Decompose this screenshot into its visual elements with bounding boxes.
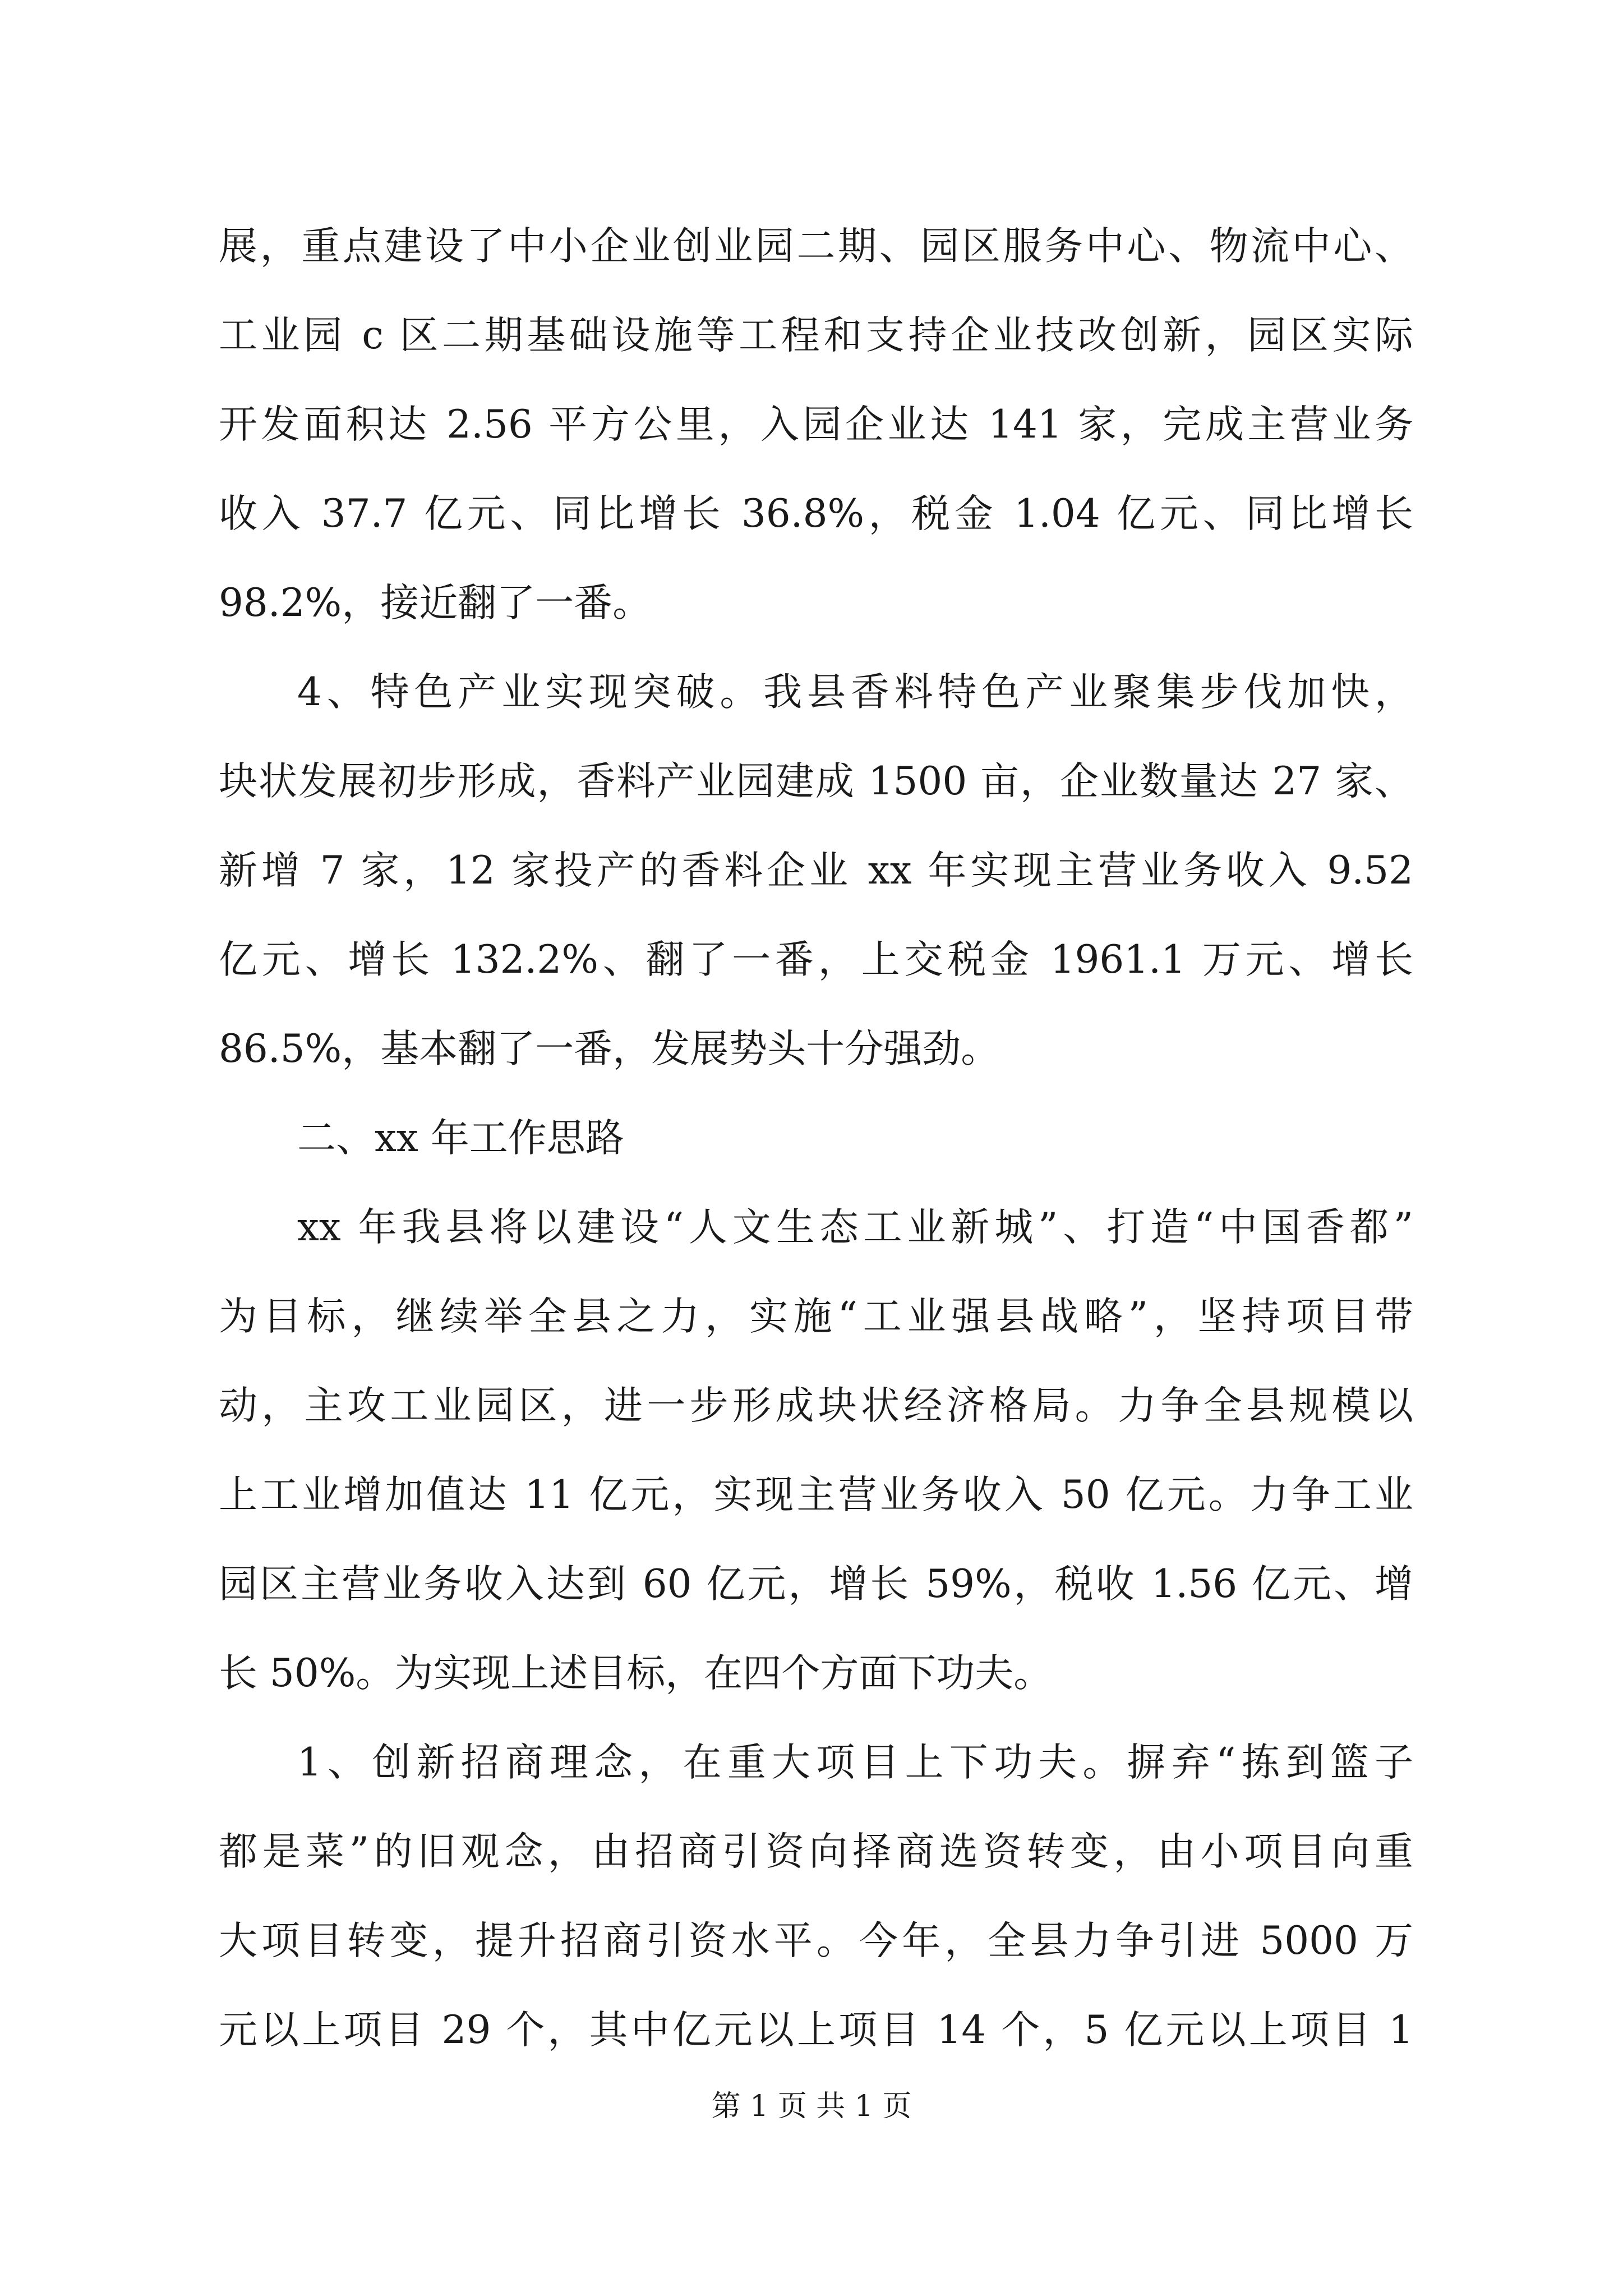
paragraph-line: 园区主营业务收入达到 60 亿元，增长 59%，税收 1.56 亿元、增: [219, 1562, 1413, 1607]
paragraph-line: 4、特色产业实现突破。我县香料特色产业聚集步伐加快，: [297, 670, 1413, 715]
document-body: [219, 202, 1413, 2075]
paragraph-line: 亿元、增长 132.2%、翻了一番，上交税金 1961.1 万元、增长: [219, 937, 1413, 982]
paragraph-line: 为目标，继续举全县之力，实施“工业强县战略”，坚持项目带: [219, 1294, 1413, 1339]
paragraph-line: xx 年我县将以建设“人文生态工业新城”、打造“中国香都”: [297, 1205, 1413, 1250]
paragraph-line: 开发面积达 2.56 平方公里，入园企业达 141 家，完成主营业务: [219, 402, 1413, 447]
paragraph-line: 块状发展初步形成，香料产业园建成 1500 亩，企业数量达 27 家、: [219, 759, 1413, 804]
paragraph-line: 收入 37.7 亿元、同比增长 36.8%，税金 1.04 亿元、同比增长: [219, 491, 1413, 536]
paragraph-line: 长 50%。为实现上述目标，在四个方面下功夫。: [219, 1651, 1053, 1696]
paragraph-line: 大项目转变，提升招商引资水平。今年，全县力争引进 5000 万: [219, 1918, 1413, 1963]
paragraph-line: 98.2%，接近翻了一番。: [219, 581, 652, 625]
page-number-footer: 第 1 页 共 1 页: [711, 2090, 912, 2123]
paragraph-line: 上工业增加值达 11 亿元，实现主营业务收入 50 亿元。力争工业: [219, 1473, 1413, 1517]
paragraph-line: 动，主攻工业园区，进一步形成块状经济格局。力争全县规模以: [219, 1383, 1413, 1428]
paragraph-line: 元以上项目 29 个，其中亿元以上项目 14 个，5 亿元以上项目 1: [219, 2008, 1413, 2053]
paragraph-line: 展，重点建设了中小企业创业园二期、园区服务中心、物流中心、: [219, 224, 1413, 269]
paragraph-line: 新增 7 家，12 家投产的香料企业 xx 年实现主营业务收入 9.52: [219, 848, 1413, 893]
paragraph-line: 86.5%，基本翻了一番，发展势头十分强劲。: [219, 1027, 1000, 1071]
paragraph-line: 工业园 c 区二期基础设施等工程和支持企业技改创新，园区实际: [219, 313, 1413, 358]
paragraph-line: 1、创新招商理念，在重大项目上下功夫。摒弃“拣到篮子: [297, 1740, 1413, 1785]
section-heading: 二、xx 年工作思路: [297, 1116, 624, 1161]
paragraph-line: 都是菜”的旧观念，由招商引资向择商选资转变，由小项目向重: [219, 1829, 1413, 1874]
